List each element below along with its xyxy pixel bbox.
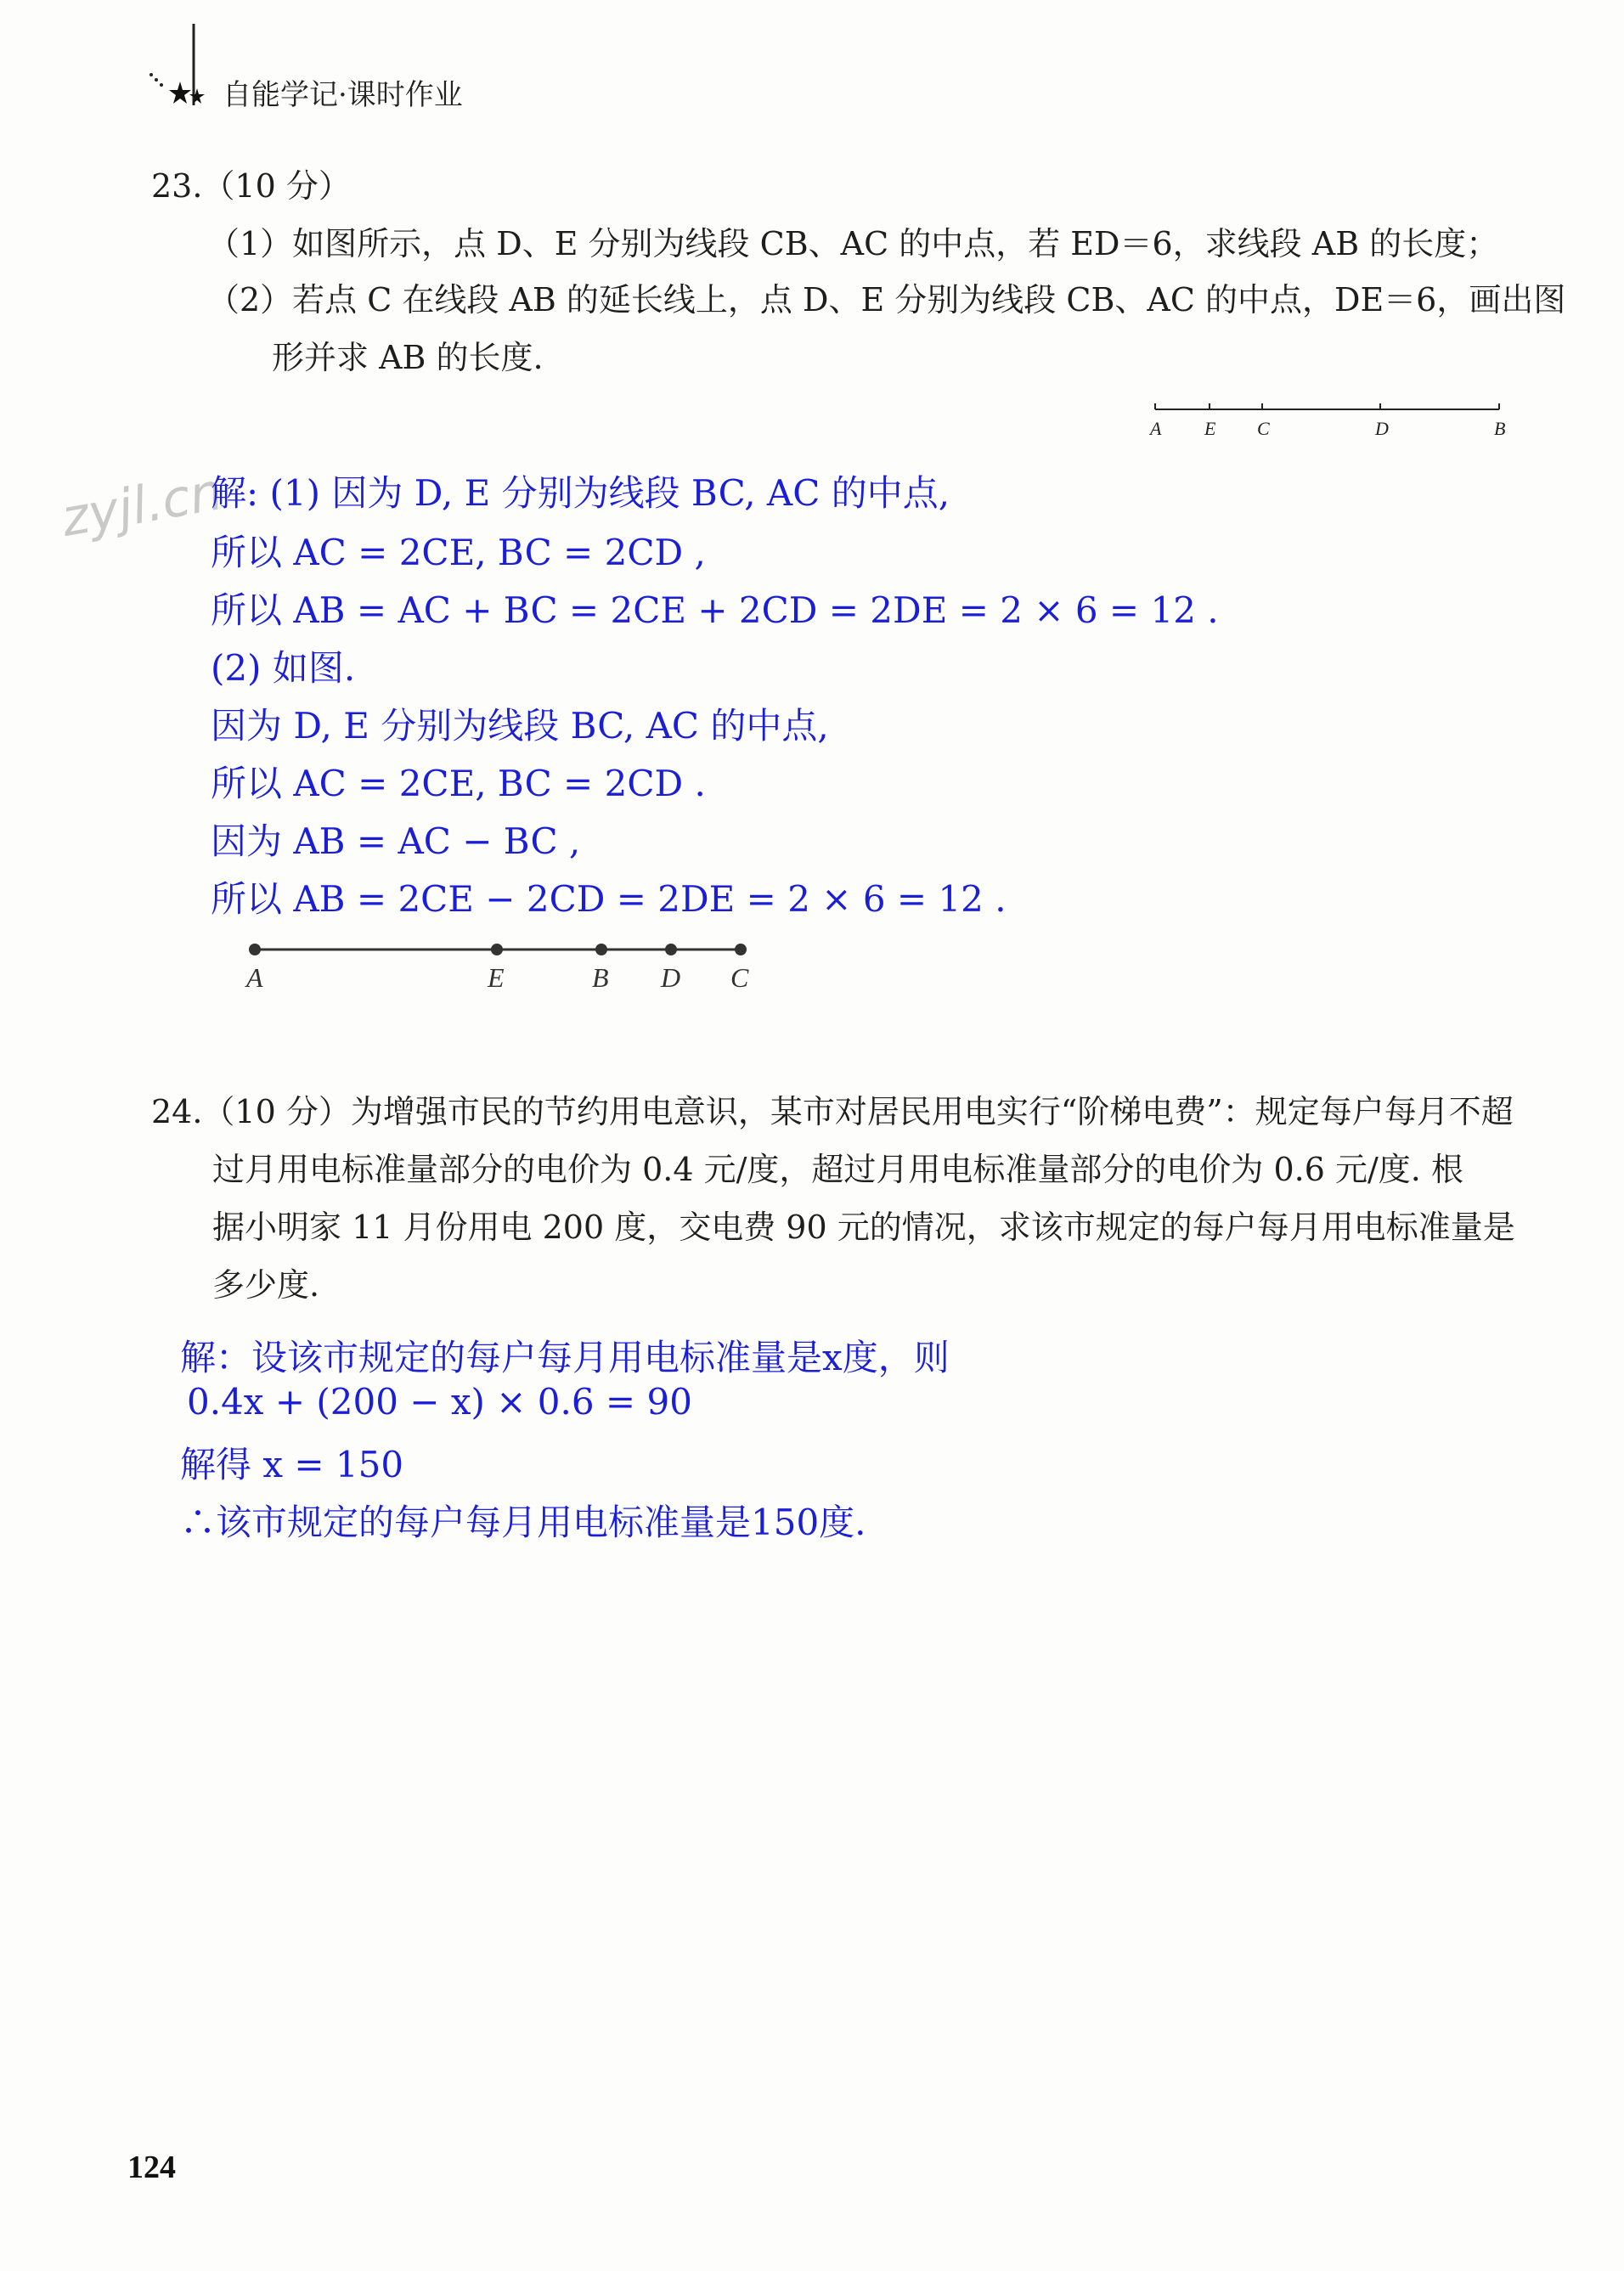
a23-line8: 所以 AB = 2CE − 2CD = 2DE = 2 × 6 = 12 . (211, 878, 1007, 920)
label-a: A (1150, 418, 1162, 439)
a23-line7: 因为 AB = AC − BC , (211, 820, 581, 862)
q24-line2: 过月用电标准量部分的电价为 0.4 元/度，超过月用电标准量部分的电价为 0.6 元/度. 根 (212, 1151, 1463, 1188)
label-b: B (1494, 418, 1506, 439)
a24-line3: 解得 x = 150 (180, 1444, 404, 1485)
label-c: C (1257, 418, 1270, 439)
q23-part2-line1: （2）若点 C 在线段 AB 的延长线上，点 D、E 分别为线段 CB、AC 的中点，DE＝6，画出图 (207, 281, 1566, 318)
point-c (735, 944, 747, 955)
q23-heading: 23.（10 分） (151, 167, 351, 205)
a23-line5: 因为 D, E 分别为线段 BC, AC 的中点, (211, 705, 829, 747)
a24-line1: 解：设该市规定的每户每月用电标准量是x度，则 (180, 1337, 950, 1378)
label-b2: B (592, 962, 609, 993)
a24-line2: 0.4x + (200 − x) × 0.6 = 90 (187, 1381, 692, 1423)
label-e2: E (488, 962, 505, 993)
segment-figure-2 (238, 934, 764, 1002)
label-a2: A (246, 962, 263, 993)
header-title: 自能学记·课时作业 (223, 78, 463, 112)
label-c2: C (730, 962, 749, 993)
header-decoration (136, 20, 212, 105)
label-d2: D (661, 962, 681, 993)
label-e: E (1204, 418, 1216, 439)
a23-line6: 所以 AC = 2CE, BC = 2CD . (211, 763, 706, 804)
a23-line2: 所以 AC = 2CE, BC = 2CD , (211, 532, 706, 573)
q24-line3: 据小明家 11 月份用电 200 度，交电费 90 元的情况，求该市规定的每户每月用电标准量是 (212, 1209, 1515, 1246)
q24-line4: 多少度. (212, 1266, 320, 1304)
point-b (595, 944, 607, 955)
q23-part1: （1）如图所示，点 D、E 分别为线段 CB、AC 的中点，若 ED＝6，求线段 AB 的长度； (207, 225, 1499, 262)
point-e (491, 944, 503, 955)
q24-line1: 24.（10 分）为增强市民的节约用电意识，某市对居民用电实行“阶梯电费”：规定每户每月不超 (151, 1093, 1514, 1130)
star-icon (136, 20, 212, 105)
a23-line4: (2) 如图. (211, 647, 356, 689)
page-number: 124 (127, 2150, 176, 2185)
q23-part2-line2: 形并求 AB 的长度. (272, 339, 544, 376)
a23-line3: 所以 AB = AC + BC = 2CE + 2CD = 2DE = 2 × 6 = 12 . (211, 589, 1219, 631)
point-d (665, 944, 677, 955)
point-a (249, 944, 261, 955)
segment-figure-1 (1138, 392, 1512, 443)
watermark: zyjl.cn (57, 461, 228, 549)
label-d: D (1375, 418, 1389, 439)
a24-line4: ∴该市规定的每户每月用电标准量是150度. (180, 1502, 866, 1543)
a23-line1: 解: (1) 因为 D, E 分别为线段 BC, AC 的中点, (211, 472, 950, 514)
